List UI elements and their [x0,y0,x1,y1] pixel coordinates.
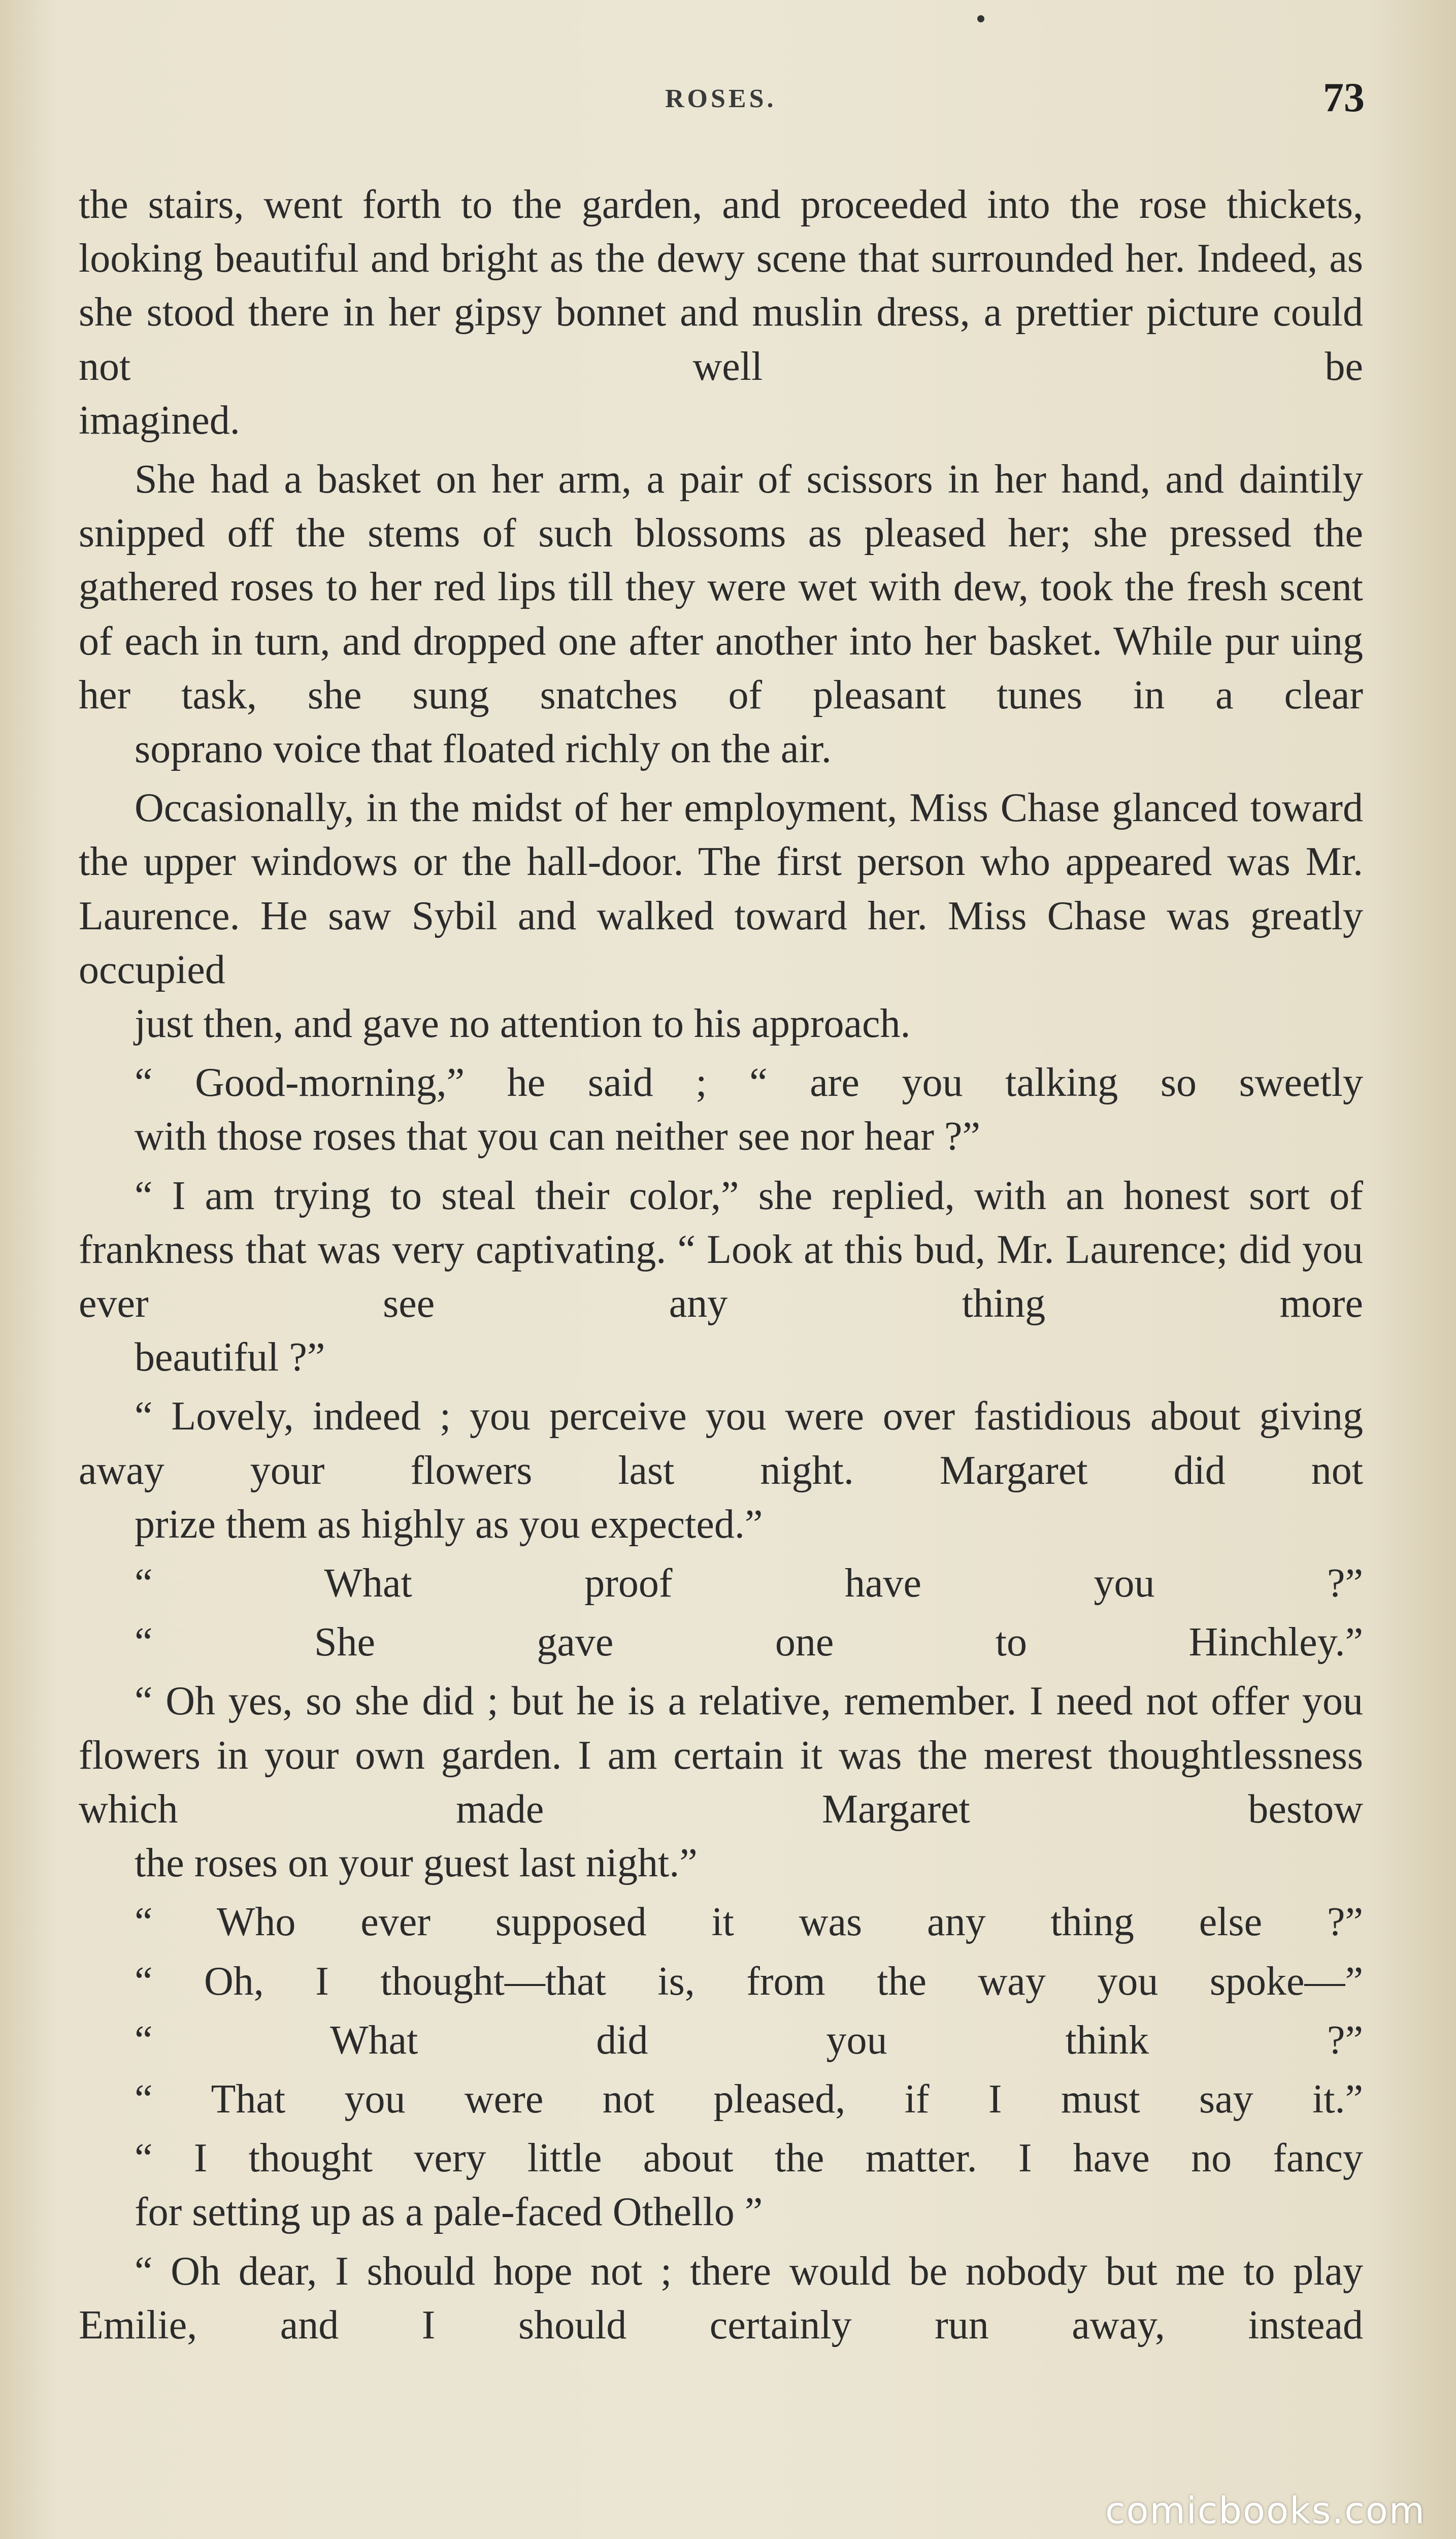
ink-speck [977,15,984,22]
paragraph [79,1674,1363,1890]
paragraph-last-line: with those roses that you can neither see nor hear ?” [135,1114,981,1159]
body-text [79,178,1363,2357]
paragraph-last-line: for setting up as a pale-faced Othello ” [135,2190,763,2235]
paragraph-lead: “ Lovely, indeed ; you perceive you were over fastidious about giving away your flowers last night. Margaret did not [79,1394,1363,1493]
paragraph [79,1895,1363,1949]
paragraph-last-line: soprano voice that floated richly on the air. [135,727,832,772]
paragraph [79,1615,1363,1669]
paragraph-lead: “ Oh yes, so she did ; but he is a relative, remember. I need not offer you flowers in your own garden. I am certain it was the merest thoughtlessness which made Margaret bestow [79,1679,1363,1832]
paragraph [79,178,1363,447]
paragraph [79,1169,1363,1385]
paragraph [79,781,1363,1051]
paragraph [79,2013,1363,2067]
paragraph-last-line: imagined. [79,398,240,443]
paragraph-last-line: beautiful ?” [135,1335,325,1380]
paragraph-lead: the stairs, went forth to the garden, and proceeded into the rose thickets, looking beautiful and bright as the dewy scene that surrounded her. Indeed, as she stood there in her gipsy bonnet and muslin dress, a prettier picture could not well be [79,182,1363,389]
watermark: comicbooks.com [1105,2489,1426,2532]
paragraph-last-line: the roses on your guest last night.” [135,1841,698,1886]
paragraph [79,1056,1363,1163]
paragraph-lead: “ I thought very little about the matter. I have no fancy [135,2136,1363,2181]
paragraph-last-line: “ Who ever supposed it was any thing else ?” [135,1900,1363,1945]
paragraph-lead: “ I am trying to steal their color,” she replied, with an honest sort of frankness that was very captivating. “ Look at this bud, Mr. Laurence; did you ever see any thing more [79,1173,1363,1326]
paragraph-lead: “ Good-morning,” he said ; “ are you talking so sweetly [135,1060,1363,1105]
paragraph-last-line: “ She gave one to Hinchley.” [135,1620,1363,1665]
paragraph [79,452,1363,776]
paragraph-last-line: “ What proof have you ?” [135,1561,1363,1606]
paragraph [79,2072,1363,2126]
paragraph [79,1389,1363,1551]
paragraph-lead: She had a basket on her arm, a pair of scissors in her hand, and daintily snipped off the stems of such blossoms as pleased her; she pressed the gathered roses to her red lips till they were wet with dew, took the fresh scent of each in turn, and dropped one after another into her basket. While pur uing her task, she sung snatches of pleasant tunes in a clear [79,457,1363,718]
paragraph-last-line: “ What did you think ?” [135,2017,1363,2063]
running-head: ROSES. [665,84,777,113]
paragraph [79,1556,1363,1610]
paragraph [79,1955,1363,2008]
page-number: 73 [1323,74,1365,120]
paragraph-lead: “ Oh dear, I should hope not ; there would be nobody but me to play Emilie, and I should certainly run away, instead [79,2249,1363,2348]
paragraph-last-line: “ That you were not pleased, if I must say it.” [135,2076,1363,2122]
paragraph-last-line: prize them as highly as you expected.” [135,1502,763,1547]
paragraph-last-line: just then, and gave no attention to his approach. [135,1001,911,1047]
paragraph-lead: Occasionally, in the midst of her employment, Miss Chase glanced toward the upper windows or the hall-door. The first person who appeared was Mr. Laurence. He saw Sybil and walked toward her. Miss Chase was greatly occupied [79,786,1363,992]
paragraph [79,2131,1363,2239]
paragraph-last-line: “ Oh, I thought—that is, from the way you spoke—” [135,1959,1363,2004]
paragraph [79,2244,1363,2352]
